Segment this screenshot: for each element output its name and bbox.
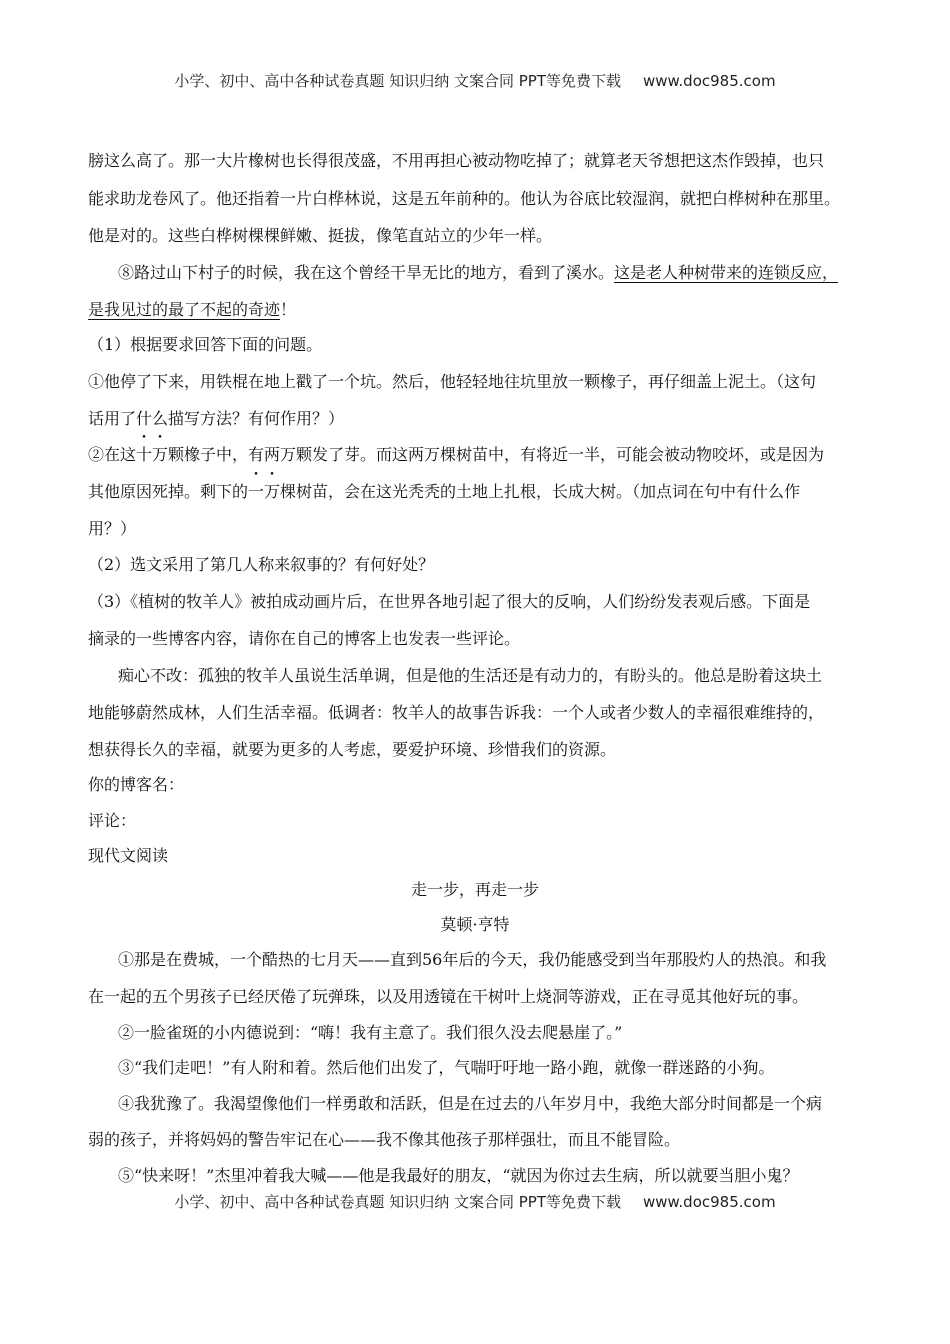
question-2: （2）选文采用了第几人称来叙事的？有何好处？ — [88, 555, 435, 574]
article-paragraph: ③“我们走吧！”有人附和着。然后他们出发了，气喘吁吁地一路小跑，就像一群迷路的小狗。 — [118, 1058, 775, 1077]
paragraph-8 — [118, 260, 838, 283]
page-header-bottom — [0, 1191, 950, 1212]
comment-label: 评论： — [88, 811, 137, 830]
underlined-sentence: 这是老人种树带来的连锁反应， — [614, 263, 839, 282]
article-paragraph: 在一起的五个男孩子已经厌倦了玩弹珠，以及用透镜在干树叶上烧洞等游戏，正在寻觅其他好玩的事。 — [88, 987, 809, 1006]
question-1b-line-1 — [88, 442, 824, 465]
q1b-text: 其他原因死掉。剩下的 — [88, 482, 249, 501]
question-1a-line-2: 话用了什么描写方法？有何作用？） — [88, 409, 345, 428]
paragraph-8-text: ⑧路过山下村子的时候，我在这个曾经干旱无比的地方，看到了溪水。 — [118, 263, 615, 282]
exclamation: ！ — [280, 300, 297, 319]
article-title: 走一步，再走一步 — [410, 880, 539, 899]
q1b-text: ②在这 — [88, 445, 137, 464]
dotted-word: 万 — [264, 482, 281, 501]
header-text: 小学、初中、高中各种试卷真题 知识归纳 文案合同 PPT等免费下载 — [174, 1193, 621, 1211]
section-title: 现代文阅读 — [88, 846, 169, 865]
underlined-sentence-2: 是我见过的最了不起的奇迹 — [88, 300, 281, 319]
dotted-word: 万 — [152, 445, 169, 464]
header-site-link[interactable]: www.doc985.com — [642, 1193, 776, 1211]
article-author: 莫顿·亨特 — [440, 915, 510, 934]
passage-line: 能求助龙卷风了。他还指着一片白桦林说，这是五年前种的。他认为谷底比较湿润，就把白桦树种在那里。 — [88, 189, 841, 208]
header-site-link[interactable]: www.doc985.com — [642, 72, 776, 90]
blog-name-label: 你的博客名： — [88, 775, 185, 794]
passage-line: 他是对的。这些白桦树棵棵鲜嫩、挺拔，像笔直站立的少年一样。 — [88, 226, 553, 245]
question-3-line-1: （3）《植树的牧羊人》被拍成动画片后，在世界各地引起了很大的反响，人们纷纷发表观后感。下面是 — [88, 592, 811, 611]
q1b-text: 颗橡子中，有两万颗发了芽。而这两万棵树苗中，有将近一半，可能会被动物咬坏，或是因为 — [168, 445, 825, 464]
question-3-line-2: 摘录的一些博客内容，请你在自己的博客上也发表一些评论。 — [88, 629, 521, 648]
blog-line: 痴心不改：孤独的牧羊人虽说生活单调，但是他的生活还是有动力的，有盼头的。他总是盼着这块土 — [118, 666, 823, 685]
article-paragraph: ④我犹豫了。我渴望像他们一样勇敢和活跃，但是在过去的八年岁月中，我绝大部分时间都是一个病 — [118, 1094, 823, 1113]
question-1b-line-3: 用？） — [88, 519, 137, 538]
paragraph-8-line-2 — [88, 297, 296, 320]
blog-line: 地能够蔚然成林，人们生活幸福。低调者：牧羊人的故事告诉我：一个人或者少数人的幸福很难维持的， — [88, 703, 825, 722]
article-paragraph: ①那是在费城，一个酷热的七月天——直到56年后的今天，我仍能感受到当年那股灼人的热浪。和我 — [118, 950, 827, 969]
page-header-top — [0, 70, 950, 91]
dotted-word: 十 — [136, 445, 153, 464]
article-paragraph: ②一脸雀斑的小内德说到：“嗨！我有主意了。我们很久没去爬悬崖了。” — [118, 1023, 623, 1042]
question-1: （1）根据要求回答下面的问题。 — [88, 335, 323, 354]
question-1b-line-2 — [88, 479, 800, 502]
blog-line: 想获得长久的幸福，就要为更多的人考虑，要爱护环境、珍惜我们的资源。 — [88, 740, 617, 759]
q1b-text: 棵树苗，会在这光秃秃的土地上扎根，长成大树。（加点词在句中有什么作 — [280, 482, 801, 501]
question-1a-line-1: ①他停了下来，用铁棍在地上戳了一个坑。然后，他轻轻地往坑里放一颗橡子，再仔细盖上泥土。（这句 — [88, 372, 817, 391]
header-text: 小学、初中、高中各种试卷真题 知识归纳 文案合同 PPT等免费下载 — [174, 72, 621, 90]
article-paragraph: 弱的孩子，并将妈妈的警告牢记在心——我不像其他孩子那样强壮，而且不能冒险。 — [88, 1130, 681, 1149]
passage-line: 膀这么高了。那一大片橡树也长得很茂盛，不用再担心被动物吃掉了；就算老天爷想把这杰作毁掉，也只 — [88, 151, 825, 170]
article-paragraph: ⑤“快来呀！”杰里冲着我大喊——他是我最好的朋友，“就因为你过去生病，所以就要当胆小鬼？ — [118, 1166, 799, 1185]
dotted-word: 一 — [248, 482, 265, 501]
